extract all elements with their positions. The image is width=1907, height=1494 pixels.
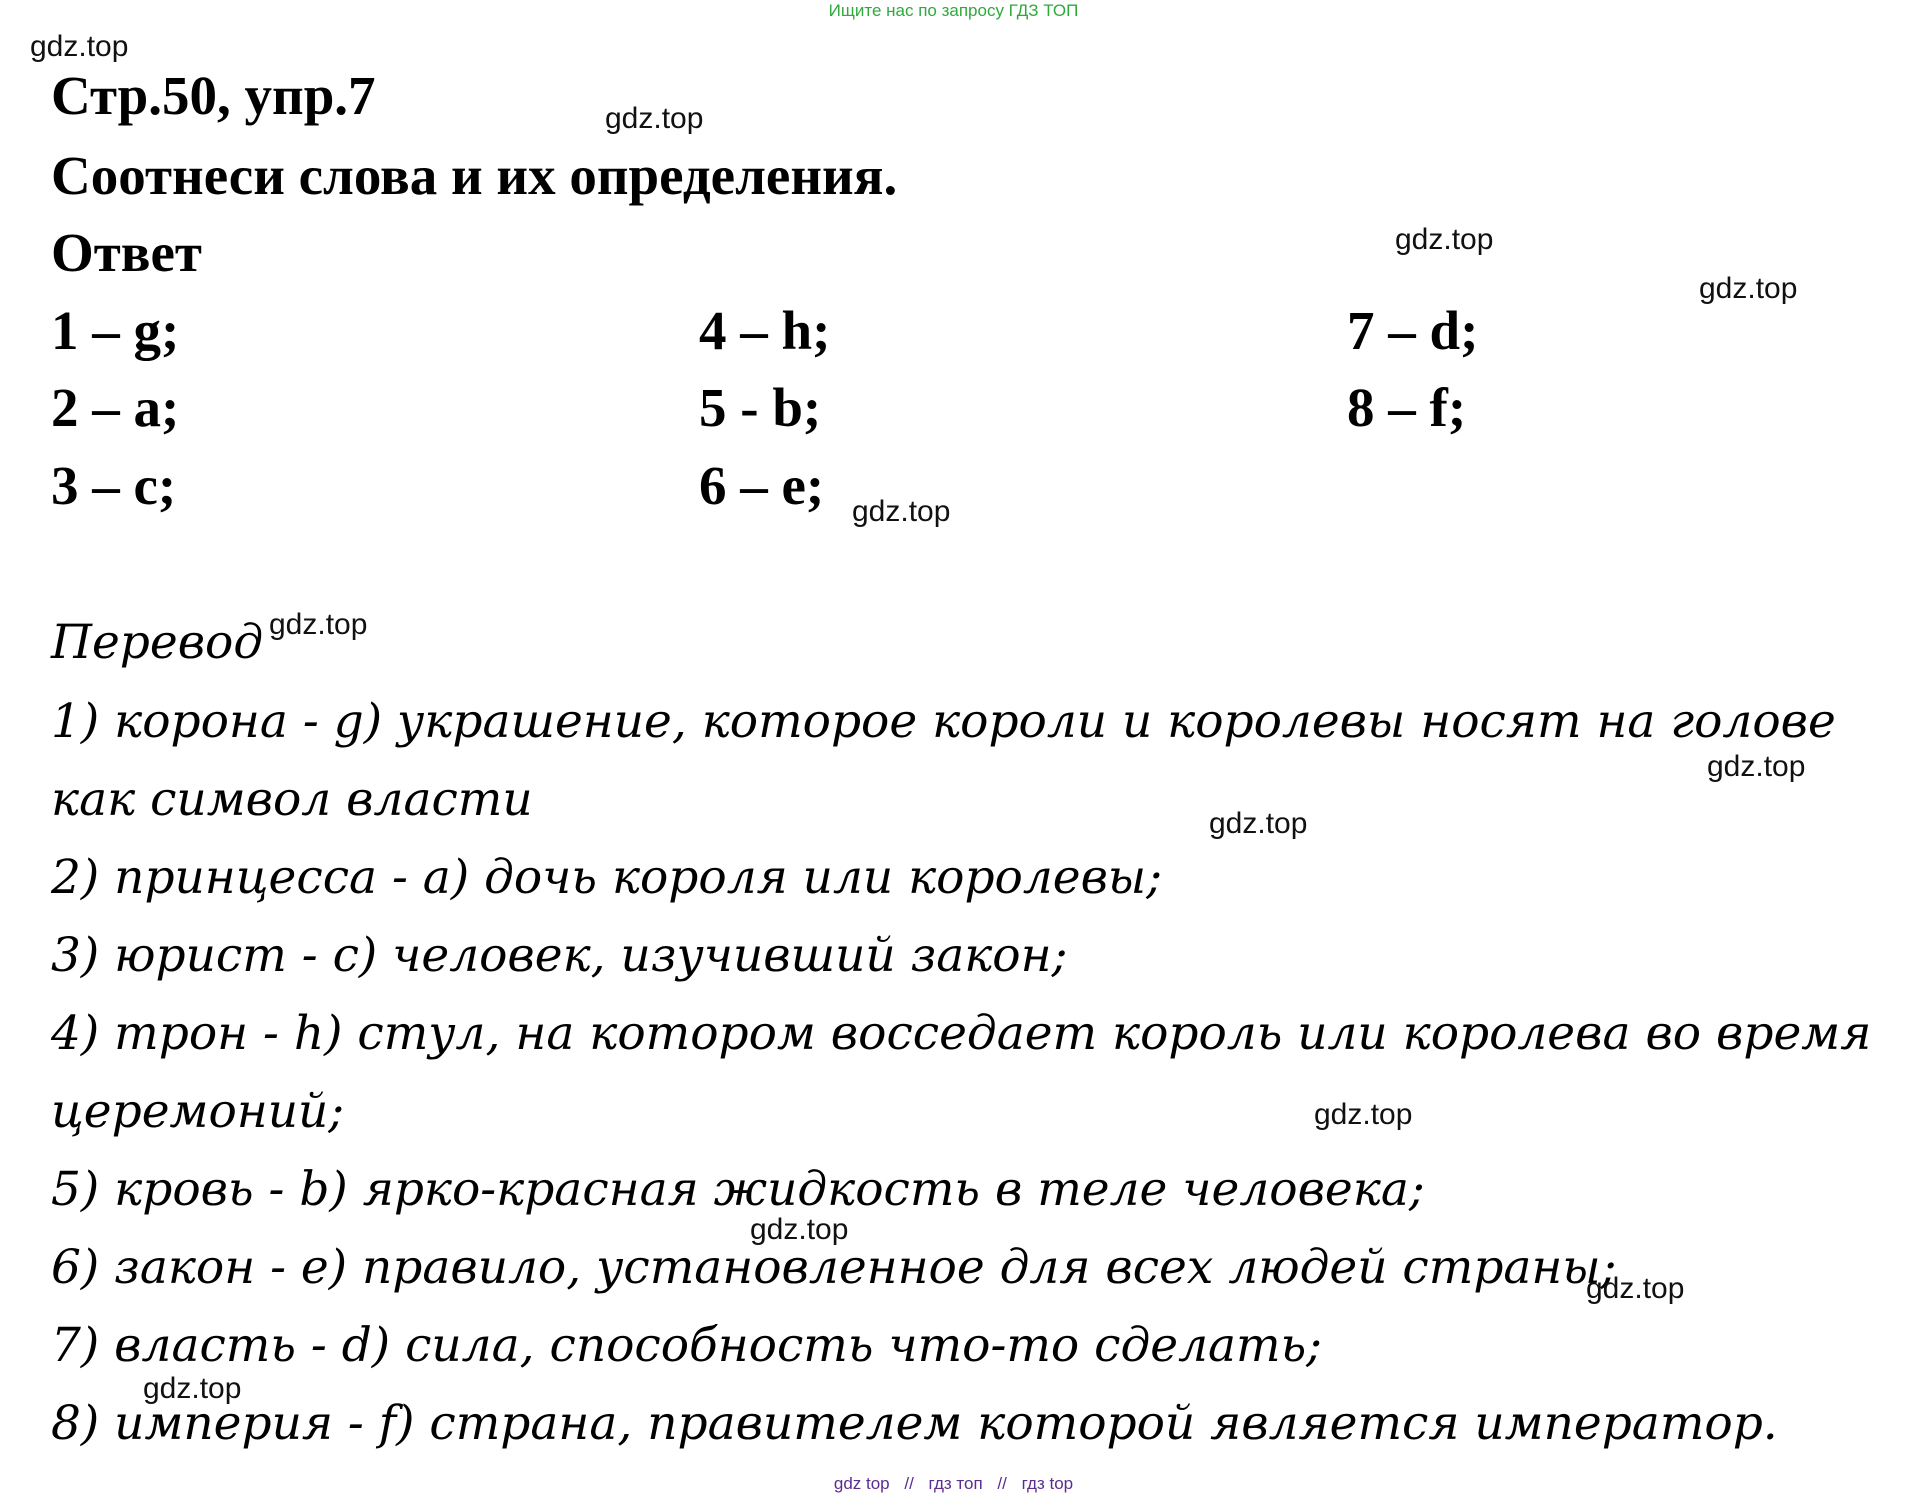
page-exercise-title: Стр.50, упр.7 [51,65,376,126]
answer-item: 8 – f; [1347,377,1467,438]
translation-line: 1) корона - g) украшение, которое короли и королевы носят на голове [51,694,1836,749]
answer-label: Ответ [51,222,202,283]
answer-item: 1 – g; [51,300,180,361]
watermark: gdz.top [30,30,129,63]
task-text: Соотнеси слова и их определения. [51,145,898,206]
watermark: gdz.top [1314,1098,1413,1131]
translation-line: как символ власти [51,772,533,827]
translation-line: церемоний; [51,1084,345,1139]
watermark: gdz.top [1586,1272,1685,1305]
answer-item: 5 - b; [699,377,822,438]
answer-item: 7 – d; [1347,300,1479,361]
translation-line: 5) кровь - b) ярко-красная жидкость в теле человека; [51,1162,1425,1217]
watermark: gdz.top [852,495,951,528]
answer-item: 4 – h; [699,300,831,361]
watermark: gdz.top [1209,807,1308,840]
translation-line: 3) юрист - c) человек, изучивший закон; [51,928,1068,983]
answer-item: 3 – c; [51,455,177,516]
answer-item: 6 – e; [699,455,825,516]
watermark: gdz.top [269,608,368,641]
translation-line: 8) империя - f) страна, правителем которой является император. [51,1396,1778,1451]
watermark: gdz.top [1699,272,1798,305]
watermark: gdz.top [750,1213,849,1246]
watermark: gdz.top [143,1372,242,1405]
translation-title: Перевод [51,615,264,670]
footer-links [0,1474,1907,1494]
translation-line: 6) закон - e) правило, установленное для всех людей страны; [51,1240,1617,1295]
footer-link-gdz-top-ru[interactable]: гдз топ [928,1474,983,1493]
translation-line: 7) власть - d) сила, способность что-то сделать; [51,1318,1323,1373]
top-banner[interactable]: Ищите нас по запросу ГДЗ ТОП [828,1,1079,20]
watermark: gdz.top [1395,223,1494,256]
footer-separator: // [904,1474,914,1493]
watermark: gdz.top [1707,750,1806,783]
footer-separator: // [997,1474,1007,1493]
translation-line: 2) принцесса - a) дочь короля или королевы; [51,850,1163,905]
watermark: gdz.top [605,102,704,135]
translation-line: 4) трон - h) стул, на котором восседает король или королева во время [51,1006,1872,1061]
answer-item: 2 – a; [51,377,180,438]
footer-link-gdz-top[interactable]: gdz top [833,1474,890,1493]
footer-link-gdz-top-mixed[interactable]: гдз top [1021,1474,1074,1493]
